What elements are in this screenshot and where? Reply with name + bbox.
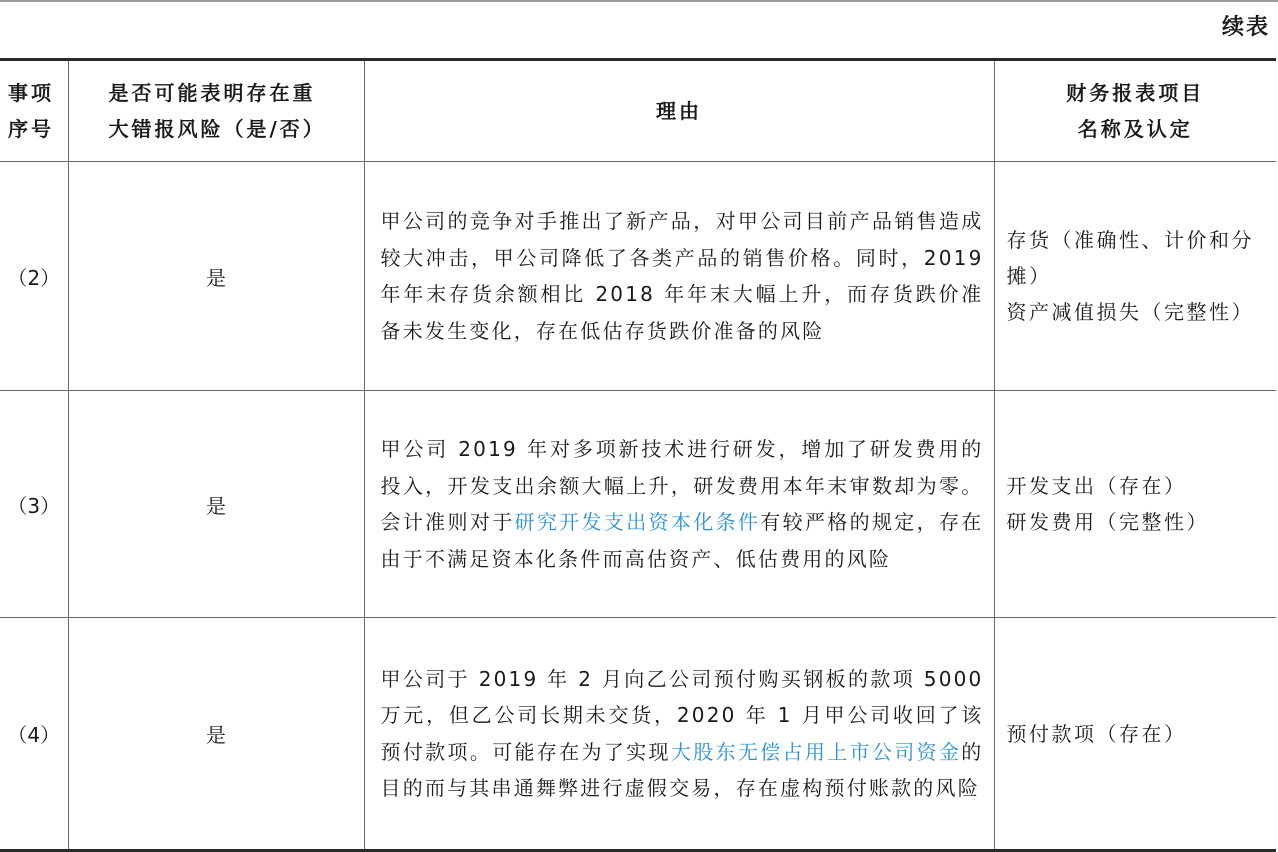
item-line: 开发支出（存在） — [1006, 474, 1187, 498]
item-line: 研发费用（完整性） — [1006, 510, 1209, 534]
row-reason: 甲公司的竞争对手推出了新产品，对甲公司目前产品销售造成较大冲击，甲公司降低了各类产品的销售价格。同时，2019 年年末存货余额相比 2018 年年末大幅上升，而存货跌价准备未发生变化，存在低估存货跌价准备的风险 — [364, 162, 994, 391]
highlight-term: 研究开发支出资本化条件 — [514, 510, 761, 534]
top-rule — [0, 0, 1278, 2]
header-risk: 是否可能表明存在重 大错报风险（是/否） — [68, 60, 364, 162]
continued-label: 续表 — [1221, 15, 1270, 40]
row-reason: 甲公司 2019 年对多项新技术进行研发，增加了研发费用的投入，开发支出余额大幅上升，研发费用本年末审数却为零。会计准则对于研究开发支出资本化条件有较严格的规定，存在由于不满足资本化条件而高估资产、低估费用的风险 — [364, 391, 994, 618]
row-risk: 是 — [68, 391, 364, 618]
header-reason: 理由 — [364, 60, 994, 162]
highlight-term: 大股东无偿占用上市公司资金 — [670, 739, 962, 764]
item-line: 预付款项（存在） — [1006, 721, 1187, 746]
row-seq: （3） — [0, 391, 68, 618]
row-seq: （4） — [0, 618, 68, 851]
row-items — [994, 391, 1276, 618]
row-risk: 是 — [68, 162, 364, 391]
table-row — [0, 391, 1276, 618]
row-seq: （2） — [0, 162, 68, 391]
row-items — [994, 162, 1276, 391]
item-line: 资产减值损失（完整性） — [1006, 300, 1254, 324]
risk-assessment-table — [0, 58, 1276, 852]
table-row — [0, 618, 1276, 851]
row-risk: 是 — [68, 618, 364, 851]
row-items — [994, 618, 1276, 851]
item-line: 存货（准确性、计价和分摊） — [1006, 228, 1254, 288]
row-reason: 甲公司于 2019 年 2 月向乙公司预付购买钢板的款项 5000 万元，但乙公司长期未交货，2020 年 1 月甲公司收回了该预付款项。可能存在为了实现大股东无偿占用上市公司资金的目的而与其串通舞弊进行虚假交易，存在虚构预付账款的风险 — [364, 618, 994, 851]
header-item: 财务报表项目 名称及认定 — [994, 60, 1276, 162]
header-seq: 事项 序号 — [0, 60, 68, 162]
table-row — [0, 162, 1276, 391]
header-row — [0, 60, 1276, 162]
